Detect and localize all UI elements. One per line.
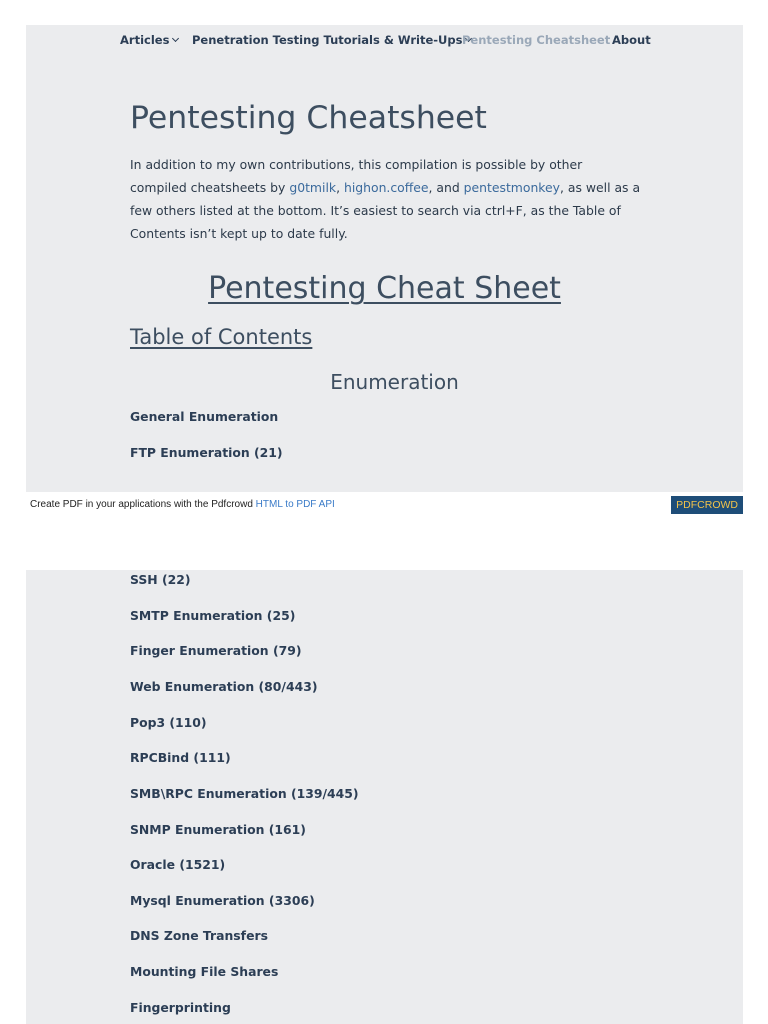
nav-tutorials-label: Penetration Testing Tutorials & Write-Ups bbox=[192, 33, 463, 47]
section-heading-enumeration: Enumeration bbox=[330, 370, 459, 394]
link-highon-coffee[interactable]: highon.coffee bbox=[343, 180, 429, 195]
pdfcrowd-message: Create PDF in your applications with the Pdfcrowd bbox=[30, 499, 256, 510]
top-nav bbox=[26, 33, 743, 49]
toc-link[interactable]: Oracle (1521) bbox=[130, 857, 226, 872]
toc-link[interactable]: SNMP Enumeration (161) bbox=[130, 822, 306, 837]
nav-about[interactable]: About bbox=[612, 33, 651, 47]
toc-link[interactable]: SSH (22) bbox=[130, 572, 191, 587]
pdfcrowd-badge[interactable]: PDFCROWD bbox=[671, 496, 743, 514]
intro-paragraph bbox=[130, 153, 642, 245]
cheat-sheet-heading[interactable]: Pentesting Cheat Sheet bbox=[208, 271, 561, 306]
page-1 bbox=[26, 25, 743, 492]
pdfcrowd-api-link[interactable]: HTML to PDF API bbox=[255, 499, 335, 510]
toc-link[interactable]: Mounting File Shares bbox=[130, 964, 279, 979]
pdfcrowd-footer bbox=[26, 495, 743, 515]
toc-link[interactable]: DNS Zone Transfers bbox=[130, 928, 268, 943]
intro-text-2: , as well as a few others listed at the bottom. It’s easiest to search via ctrl+F, as the Table of Contents isn’t kept up to date fully. bbox=[130, 180, 641, 241]
toc-link[interactable]: Web Enumeration (80/443) bbox=[130, 679, 318, 694]
intro-sep-2: , and bbox=[428, 180, 464, 195]
toc-link[interactable]: SMB\RPC Enumeration (139/445) bbox=[130, 786, 359, 801]
pdfcrowd-text bbox=[30, 499, 335, 510]
link-pentestmonkey[interactable]: pentestmonkey bbox=[463, 180, 561, 195]
toc-link[interactable]: FTP Enumeration (21) bbox=[130, 445, 283, 460]
nav-articles[interactable] bbox=[120, 33, 178, 47]
intro-text-1: In addition to my own contributions, this compilation is possible by other compiled cheatsheets by bbox=[130, 157, 583, 195]
page-title: Pentesting Cheatsheet bbox=[130, 100, 487, 136]
nav-cheatsheet[interactable]: Pentesting Cheatsheet bbox=[462, 33, 611, 47]
nav-tutorials[interactable] bbox=[192, 33, 471, 47]
toc-link[interactable]: General Enumeration bbox=[130, 409, 279, 424]
toc-link[interactable]: RPCBind (111) bbox=[130, 750, 231, 765]
toc-link[interactable]: Fingerprinting bbox=[130, 1000, 231, 1015]
page-2 bbox=[26, 570, 743, 1024]
toc-link[interactable]: Finger Enumeration (79) bbox=[130, 643, 302, 658]
chevron-down-icon bbox=[172, 35, 179, 42]
toc-heading[interactable]: Table of Contents bbox=[130, 325, 313, 349]
toc-link[interactable]: Mysql Enumeration (3306) bbox=[130, 893, 315, 908]
link-g0tmilk[interactable]: g0tmilk bbox=[289, 180, 337, 195]
toc-link[interactable]: Pop3 (110) bbox=[130, 715, 207, 730]
intro-sep-1: , bbox=[336, 180, 344, 195]
nav-articles-label: Articles bbox=[120, 33, 170, 47]
toc-link[interactable]: SMTP Enumeration (25) bbox=[130, 608, 296, 623]
